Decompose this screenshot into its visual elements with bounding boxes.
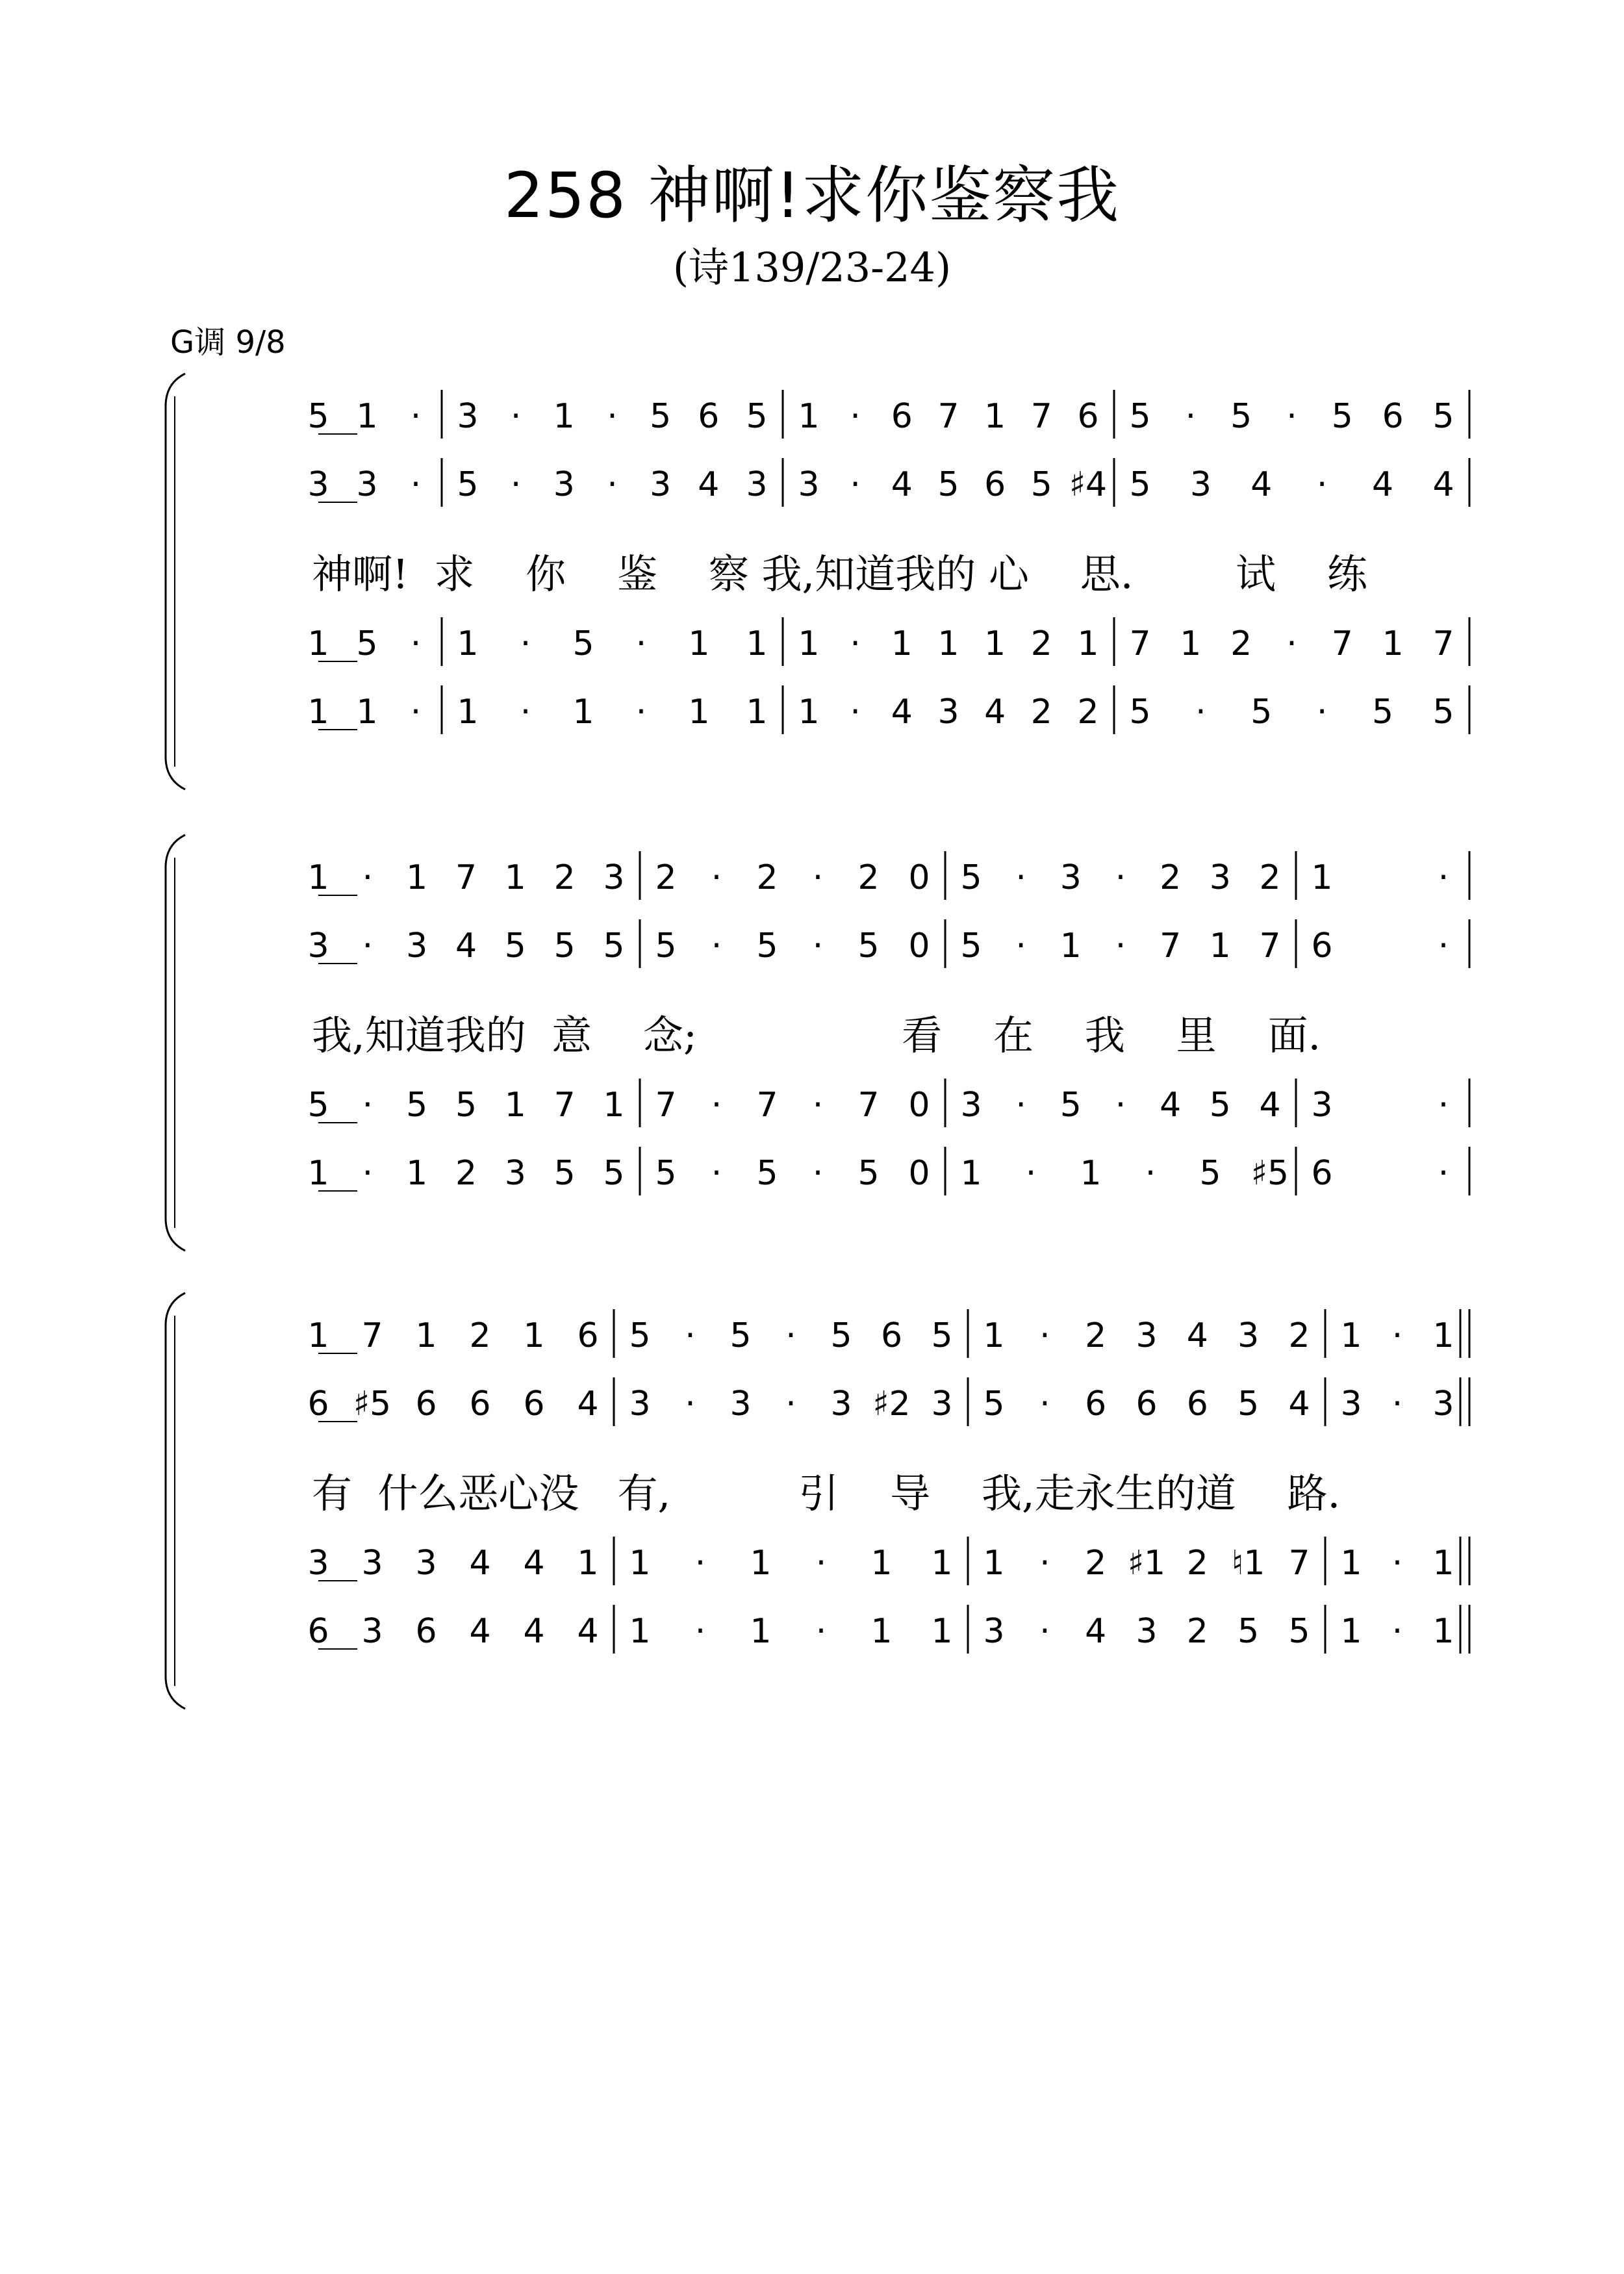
- jianpu-note: ·: [1286, 397, 1297, 436]
- jianpu-note: 3: [650, 465, 672, 504]
- jianpu-note: 4: [1250, 465, 1273, 504]
- jianpu-note: 5: [1288, 1612, 1310, 1651]
- jianpu-note: 5: [756, 1154, 778, 1193]
- jianpu-note: 7: [1432, 624, 1454, 663]
- jianpu-note: 7: [455, 858, 477, 897]
- jianpu-note: 1: [504, 1086, 526, 1125]
- jianpu-note: ·: [1115, 858, 1126, 897]
- jianpu-note: 3: [307, 1544, 329, 1583]
- jianpu-note: 3: [730, 1385, 752, 1424]
- jianpu-note: 2: [1077, 693, 1099, 732]
- jianpu-note: 3: [1340, 1385, 1362, 1424]
- jianpu-note: ·: [711, 1086, 722, 1125]
- jianpu-note: 1: [931, 1612, 953, 1651]
- jianpu-note: 3: [1209, 858, 1231, 897]
- jianpu-note: 4: [577, 1612, 599, 1651]
- jianpu-note: 6: [1186, 1385, 1208, 1424]
- jianpu-note: 5: [356, 624, 378, 663]
- jianpu-note: 1: [1340, 1316, 1362, 1355]
- jianpu-note: 5: [504, 926, 526, 965]
- jianpu-note: 1: [937, 624, 959, 663]
- jianpu-note: 6: [307, 1612, 329, 1651]
- jianpu-note: 1: [798, 397, 820, 436]
- jianpu-note: 1: [1432, 1316, 1454, 1355]
- jianpu-note: 3: [504, 1154, 526, 1193]
- jianpu-note: ·: [410, 397, 422, 436]
- jianpu-note: 2: [756, 858, 778, 897]
- jianpu-note: ·: [410, 624, 422, 663]
- jianpu-note: ·: [1438, 1154, 1449, 1193]
- jianpu-note: ·: [410, 465, 422, 504]
- jianpu-note: 2: [553, 858, 576, 897]
- jianpu-note: 1: [1382, 624, 1404, 663]
- jianpu-note: 1: [984, 624, 1006, 663]
- jianpu-note: 1: [750, 1544, 772, 1583]
- jianpu-note: 5: [1237, 1385, 1260, 1424]
- jianpu-note: ·: [1195, 693, 1206, 732]
- jianpu-note: ·: [635, 693, 647, 732]
- jianpu-note: ·: [785, 1316, 796, 1355]
- jianpu-note: 5: [960, 858, 982, 897]
- jianpu-note: 6: [891, 397, 913, 436]
- jianpu-note: ·: [812, 926, 824, 965]
- jianpu-note: 5: [603, 926, 625, 965]
- jianpu-note: 3: [603, 858, 625, 897]
- jianpu-note: 1: [798, 693, 820, 732]
- jianpu-note: ·: [1438, 926, 1449, 965]
- jianpu-note: 3: [629, 1385, 651, 1424]
- jianpu-note: ·: [607, 465, 618, 504]
- jianpu-note: 1: [577, 1544, 599, 1583]
- jianpu-note: ·: [694, 1544, 706, 1583]
- jianpu-note: 2: [469, 1316, 491, 1355]
- jianpu-note: 2: [1030, 624, 1052, 663]
- jianpu-note: 2: [1030, 693, 1052, 732]
- jianpu-note: 1: [746, 693, 768, 732]
- jianpu-note: 5: [1372, 693, 1394, 732]
- jianpu-note: 5: [553, 926, 576, 965]
- jianpu-note: 1: [984, 397, 1006, 436]
- jianpu-note: 5: [857, 926, 880, 965]
- jianpu-note: 1: [870, 1612, 893, 1651]
- jianpu-note: 3: [553, 465, 575, 504]
- jianpu-note: 5: [1129, 465, 1151, 504]
- jianpu-note: ·: [812, 858, 824, 897]
- jianpu-note: 4: [891, 693, 913, 732]
- jianpu-note: 1: [1340, 1544, 1362, 1583]
- jianpu-note: 1: [307, 693, 329, 732]
- jianpu-note: 4: [469, 1544, 491, 1583]
- jianpu-note: 1: [746, 624, 768, 663]
- jianpu-note: ·: [1391, 1385, 1403, 1424]
- jianpu-note: 3: [406, 926, 428, 965]
- jianpu-note: ·: [510, 465, 522, 504]
- jianpu-note: 4: [523, 1612, 545, 1651]
- jianpu-note: 5: [1059, 1086, 1082, 1125]
- jianpu-note: 6: [698, 397, 720, 436]
- jianpu-note: 1: [457, 624, 479, 663]
- jianpu-note: 1: [356, 693, 378, 732]
- jianpu-note: 3: [960, 1086, 982, 1125]
- jianpu-note: 1: [406, 1154, 428, 1193]
- jianpu-note: 6: [1136, 1385, 1158, 1424]
- jianpu-note: ·: [1015, 858, 1026, 897]
- jianpu-note: 5: [730, 1316, 752, 1355]
- jianpu-note: ·: [1438, 1086, 1449, 1125]
- jianpu-note: ·: [711, 1154, 722, 1193]
- scripture-reference: (诗139/23-24): [672, 244, 952, 291]
- jianpu-note: ·: [510, 397, 522, 436]
- jianpu-note: 6: [1077, 397, 1099, 436]
- jianpu-note: 1: [688, 624, 710, 663]
- jianpu-note: 3: [931, 1385, 953, 1424]
- jianpu-note: 1: [1432, 1544, 1454, 1583]
- jianpu-note: ♯5: [353, 1385, 392, 1424]
- jianpu-note: 5: [1209, 1086, 1231, 1125]
- jianpu-note: 4: [577, 1385, 599, 1424]
- jianpu-note: ·: [1145, 1154, 1156, 1193]
- jianpu-note: 5: [1432, 397, 1454, 436]
- jianpu-note: ·: [1015, 1086, 1026, 1125]
- jianpu-note: ·: [785, 1385, 796, 1424]
- jianpu-note: ·: [362, 1086, 374, 1125]
- jianpu-note: 3: [983, 1612, 1005, 1651]
- jianpu-note: 3: [307, 926, 329, 965]
- jianpu-note: 1: [798, 624, 820, 663]
- jianpu-note: 3: [361, 1612, 383, 1651]
- jianpu-note: ·: [1391, 1544, 1403, 1583]
- jianpu-note: 6: [1311, 1154, 1333, 1193]
- jianpu-note: 5: [307, 1086, 329, 1125]
- jianpu-note: 4: [1259, 1086, 1281, 1125]
- jianpu-note: 7: [655, 1086, 677, 1125]
- jianpu-note: 2: [1160, 858, 1182, 897]
- jianpu-note: ·: [850, 397, 861, 436]
- jianpu-note: 3: [1136, 1316, 1158, 1355]
- jianpu-note: 6: [1382, 397, 1404, 436]
- jianpu-note: ·: [685, 1385, 696, 1424]
- jianpu-note: 7: [756, 1086, 778, 1125]
- jianpu-note: 3: [1136, 1612, 1158, 1651]
- jianpu-note: 6: [577, 1316, 599, 1355]
- jianpu-note: 5: [629, 1316, 651, 1355]
- jianpu-note: 6: [1085, 1385, 1107, 1424]
- jianpu-note: 3: [798, 465, 820, 504]
- jianpu-note: 3: [830, 1385, 852, 1424]
- jianpu-note: 1: [406, 858, 428, 897]
- jianpu-note: ·: [410, 693, 422, 732]
- jianpu-note: ·: [520, 693, 531, 732]
- jianpu-note: 5: [1129, 693, 1151, 732]
- jianpu-note: 4: [984, 693, 1006, 732]
- lyrics-line: 我,知道我的 意 念; 看 在 我 里 面.: [312, 1012, 1321, 1059]
- jianpu-note: 5: [650, 397, 672, 436]
- jianpu-note: 1: [931, 1544, 953, 1583]
- jianpu-note: 7: [553, 1086, 576, 1125]
- jianpu-note: 6: [1311, 926, 1333, 965]
- lyrics-line: 有 什么恶心没 有, 引 导 我,走永生的道 路.: [312, 1470, 1341, 1517]
- jianpu-note: 0: [908, 926, 930, 965]
- jianpu-note: 1: [891, 624, 913, 663]
- jianpu-note: 6: [415, 1385, 437, 1424]
- jianpu-note: 7: [361, 1316, 383, 1355]
- jianpu-note: 5: [553, 1154, 576, 1193]
- jianpu-note: 3: [457, 397, 479, 436]
- jianpu-note: 5: [307, 397, 329, 436]
- jianpu-note: 1: [415, 1316, 437, 1355]
- jianpu-note: 2: [655, 858, 677, 897]
- jianpu-note: 5: [455, 1086, 477, 1125]
- jianpu-note: 1: [870, 1544, 893, 1583]
- jianpu-note: ·: [815, 1612, 827, 1651]
- jianpu-note: ♯4: [1069, 465, 1108, 504]
- jianpu-note: 6: [415, 1612, 437, 1651]
- jianpu-note: 7: [857, 1086, 880, 1125]
- jianpu-note: 3: [1311, 1086, 1333, 1125]
- jianpu-note: 4: [1085, 1612, 1107, 1651]
- jianpu-note: 5: [1230, 397, 1252, 436]
- jianpu-note: 1: [750, 1612, 772, 1651]
- jianpu-note: ♯1: [1127, 1544, 1166, 1583]
- jianpu-note: 2: [455, 1154, 477, 1193]
- jianpu-note: ·: [635, 624, 647, 663]
- jianpu-note: 4: [1160, 1086, 1182, 1125]
- jianpu-note: 1: [356, 397, 378, 436]
- jianpu-note: ·: [1015, 926, 1026, 965]
- jianpu-note: 7: [937, 397, 959, 436]
- jianpu-note: 1: [629, 1612, 651, 1651]
- jianpu-note: ·: [1185, 397, 1197, 436]
- jianpu-note: 3: [1432, 1385, 1454, 1424]
- jianpu-note: 7: [1259, 926, 1281, 965]
- jianpu-note: 3: [746, 465, 768, 504]
- jianpu-note: ·: [711, 926, 722, 965]
- jianpu-note: 3: [1189, 465, 1212, 504]
- jianpu-note: ·: [1025, 1154, 1037, 1193]
- jianpu-note: ·: [1039, 1544, 1050, 1583]
- jianpu-note: 0: [908, 858, 930, 897]
- jianpu-note: 6: [523, 1385, 545, 1424]
- jianpu-note: 1: [1077, 624, 1099, 663]
- jianpu-note: 5: [857, 1154, 880, 1193]
- jianpu-note: 1: [603, 1086, 625, 1125]
- jianpu-note: ·: [850, 624, 861, 663]
- jianpu-note: 5: [1331, 397, 1353, 436]
- jianpu-note: 6: [469, 1385, 491, 1424]
- jianpu-note: 3: [937, 693, 959, 732]
- jianpu-note: 5: [931, 1316, 953, 1355]
- jianpu-note: 4: [891, 465, 913, 504]
- jianpu-note: 5: [1030, 465, 1052, 504]
- jianpu-note: ·: [1286, 624, 1297, 663]
- jianpu-note: 1: [1432, 1612, 1454, 1651]
- jianpu-note: 5: [655, 1154, 677, 1193]
- jianpu-note: 4: [523, 1544, 545, 1583]
- jianpu-note: 3: [307, 465, 329, 504]
- jianpu-note: ·: [1391, 1612, 1403, 1651]
- jianpu-note: 5: [655, 926, 677, 965]
- jianpu-note: 5: [960, 926, 982, 965]
- jianpu-note: 5: [1199, 1154, 1221, 1193]
- jianpu-note: ·: [1115, 1086, 1126, 1125]
- jianpu-note: ·: [815, 1544, 827, 1583]
- jianpu-note: ·: [685, 1316, 696, 1355]
- jianpu-note: ·: [362, 1154, 374, 1193]
- jianpu-note: ♯2: [872, 1385, 911, 1424]
- jianpu-note: 2: [1288, 1316, 1310, 1355]
- hymn-title: 258 神啊!求你鉴察我: [503, 159, 1121, 232]
- jianpu-note: 1: [553, 397, 575, 436]
- jianpu-note: 1: [457, 693, 479, 732]
- jianpu-note: ·: [1039, 1316, 1050, 1355]
- jianpu-note: 4: [1432, 465, 1454, 504]
- jianpu-note: 5: [1237, 1612, 1260, 1651]
- jianpu-note: ·: [607, 397, 618, 436]
- jianpu-note: 5: [1250, 693, 1273, 732]
- jianpu-note: 2: [1186, 1612, 1208, 1651]
- jianpu-note: 7: [1030, 397, 1052, 436]
- jianpu-note: 4: [469, 1612, 491, 1651]
- jianpu-note: 3: [1059, 858, 1082, 897]
- jianpu-note: ·: [1316, 465, 1328, 504]
- jianpu-note: 7: [1288, 1544, 1310, 1583]
- jianpu-note: ·: [362, 926, 374, 965]
- jianpu-note: ·: [1039, 1612, 1050, 1651]
- jianpu-note: 1: [1209, 926, 1231, 965]
- jianpu-note: 4: [1288, 1385, 1310, 1424]
- jianpu-note: 3: [1237, 1316, 1260, 1355]
- jianpu-note: ·: [1039, 1385, 1050, 1424]
- jianpu-note: 3: [361, 1544, 383, 1583]
- jianpu-note: 5: [572, 624, 594, 663]
- jianpu-note: 1: [688, 693, 710, 732]
- jianpu-note: 2: [1259, 858, 1281, 897]
- jianpu-note: 6: [880, 1316, 903, 1355]
- jianpu-note: 4: [698, 465, 720, 504]
- jianpu-note: ·: [1438, 858, 1449, 897]
- jianpu-note: 0: [908, 1154, 930, 1193]
- jianpu-note: 5: [830, 1316, 852, 1355]
- jianpu-note: 1: [307, 1154, 329, 1193]
- jianpu-note: 5: [457, 465, 479, 504]
- jianpu-note: 5: [756, 926, 778, 965]
- jianpu-note: ·: [812, 1154, 824, 1193]
- jianpu-note: 5: [746, 397, 768, 436]
- jianpu-note: ♮1: [1231, 1544, 1265, 1583]
- jianpu-note: 4: [455, 926, 477, 965]
- jianpu-note: 5: [1129, 397, 1151, 436]
- jianpu-note: 7: [1331, 624, 1353, 663]
- jianpu-note: 1: [1340, 1612, 1362, 1651]
- jianpu-note: 6: [984, 465, 1006, 504]
- lyrics-line: 神啊! 求 你 鉴 察 我,知道我的 心 思. 试 练: [312, 550, 1367, 598]
- jianpu-note: ♯5: [1250, 1154, 1289, 1193]
- jianpu-note: 2: [1230, 624, 1252, 663]
- jianpu-note: 4: [1186, 1316, 1208, 1355]
- jianpu-note: 5: [603, 1154, 625, 1193]
- jianpu-note: 3: [356, 465, 378, 504]
- jianpu-note: 2: [1186, 1544, 1208, 1583]
- jianpu-note: ·: [362, 858, 374, 897]
- jianpu-note: 1: [1311, 858, 1333, 897]
- jianpu-note: 5: [406, 1086, 428, 1125]
- jianpu-note: 1: [307, 858, 329, 897]
- jianpu-note: 5: [983, 1385, 1005, 1424]
- jianpu-note: 5: [937, 465, 959, 504]
- jianpu-note: 7: [1160, 926, 1182, 965]
- jianpu-note: ·: [1115, 926, 1126, 965]
- jianpu-note: 2: [1085, 1544, 1107, 1583]
- jianpu-note: 6: [307, 1385, 329, 1424]
- jianpu-note: 1: [1080, 1154, 1102, 1193]
- jianpu-note: 4: [1372, 465, 1394, 504]
- jianpu-note: ·: [694, 1612, 706, 1651]
- jianpu-note: ·: [711, 858, 722, 897]
- jianpu-note: 1: [983, 1544, 1005, 1583]
- jianpu-note: 1: [307, 624, 329, 663]
- jianpu-note: 1: [523, 1316, 545, 1355]
- jianpu-note: 1: [307, 1316, 329, 1355]
- jianpu-note: 1: [983, 1316, 1005, 1355]
- jianpu-note: ·: [812, 1086, 824, 1125]
- jianpu-note: ·: [520, 624, 531, 663]
- jianpu-note: 1: [572, 693, 594, 732]
- jianpu-note: ·: [1391, 1316, 1403, 1355]
- jianpu-note: 3: [415, 1544, 437, 1583]
- jianpu-note: 2: [857, 858, 880, 897]
- jianpu-note: ·: [850, 693, 861, 732]
- jianpu-note: 1: [629, 1544, 651, 1583]
- jianpu-note: 7: [1129, 624, 1151, 663]
- jianpu-note: 0: [908, 1086, 930, 1125]
- jianpu-note: 1: [1059, 926, 1082, 965]
- jianpu-note: 1: [1180, 624, 1202, 663]
- jianpu-note: ·: [1316, 693, 1328, 732]
- jianpu-note: 1: [504, 858, 526, 897]
- jianpu-note: 1: [960, 1154, 982, 1193]
- jianpu-note: 2: [1085, 1316, 1107, 1355]
- key-time-signature: G调 9/8: [170, 324, 286, 361]
- jianpu-note: ·: [850, 465, 861, 504]
- jianpu-note: 5: [1432, 693, 1454, 732]
